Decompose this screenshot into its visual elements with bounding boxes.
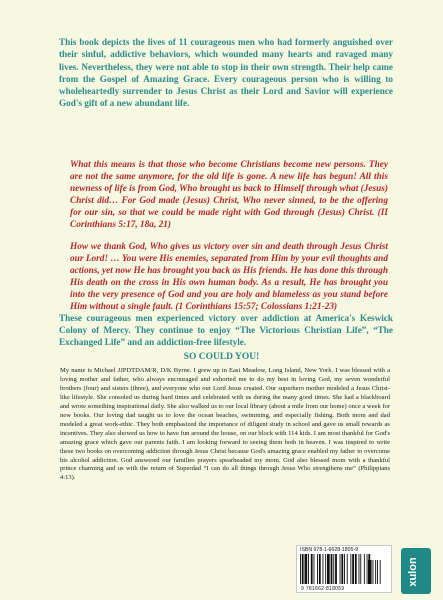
logo-text: xulon — [407, 557, 419, 587]
author-bio: My name is Michael JJPDTDAM/R, D/K Byrne. I grew up in East Meadow, Long Island, New York. I was blessed with a loving mother and father, who always encouraged and exhorted me to do my best in loving God, my seven wonderful brothers (four) and sisters (three), and everyone who our Lord Jesus created. Our superhero mother modeled a Jesus Christ-like lifestyle. She consoled us during hard times and celebrated with us during the many good times. She had a blackboard and wrote something inspirational daily. She also walked us to our local library (about a mile from our home) once a week for new books. Our loving dad taught us to love the ocean beaches, swimming, and especially fishing. Both mom and dad modeled a great work-ethic. They both emphasized the importance of diligent study in school and gave us small rewards as incentives. They also showed us how to have fun around the house, on our block with 114 kids. I am most thankful for God's amazing grace which gave our parents faith. I am looking forward to seeing them both in heaven. I was inspired to write these two books on overcoming addiction through Jesus Christ because God's amazing grace enabled my father to overcome his alcohol addiction. God answered our families prayers spearheaded my mom. God also blessed mom with a thankful prince charming and us with the return of Superdad “I can do all things through Jesus Who strengthens me” (Philippians 4:13). — [60, 367, 390, 482]
scripture-quote-colossians: How we thank God, Who gives us victory over sin and death through Jesus Christ our Lord! … You were His enemies, separated from Him by your evil thoughts and actions, yet now He has brought you back as His friends. He has done this through His death on the cross in His own human body. As a result, He has brought you into the very presence of God and you are holy and blameless as you stand before Him without a single fault. (1 Corinthians 15:57; Colossians 1:21-23) — [70, 242, 388, 313]
isbn-barcode — [296, 545, 392, 593]
xulon-press-logo-icon — [401, 548, 431, 594]
scripture-quote-corinthians: What this means is that those who become Christians become new persons. They are not the same anymore, for the old life is gone. A new life has begun! All this newness of life is from God, Who brought us back to Himself through what (Jesus) Christ did… For God made (Jesus) Christ, Who never sinned, to be the offering for our sin, so that we could be made right with God through (Jesus) Christ. (II Corinthians 5:17, 18a, 21) — [70, 160, 388, 231]
victory-paragraph: These courageous men experienced victory over addiction at America's Keswick Colony of Mercy. They continue to enjoy “The Victorious Christian Life”, “The Exchanged Life” and an addiction-free lifestyle. — [59, 313, 393, 348]
intro-paragraph: This book depicts the lives of 11 courageous men who had formerly anguished over their sinful, addictive behaviors, which wounded many hearts and ravaged many lives. Nevertheless, they were not able to stop in their own strength. Their help came from the Gospel of Amazing Grace. Every courageous person who is willing to wholeheartedly surrender to Jesus Christ as their Lord and Savior will experience God's gift of a new abundant life. — [59, 37, 393, 109]
barcode-digits: 9 781662 818059 — [301, 586, 345, 592]
isbn-label: ISBN 978-1-6628-1805-9 — [300, 547, 358, 553]
so-could-you-heading: SO COULD YOU! — [183, 352, 260, 362]
barcode-icon — [300, 554, 390, 586]
